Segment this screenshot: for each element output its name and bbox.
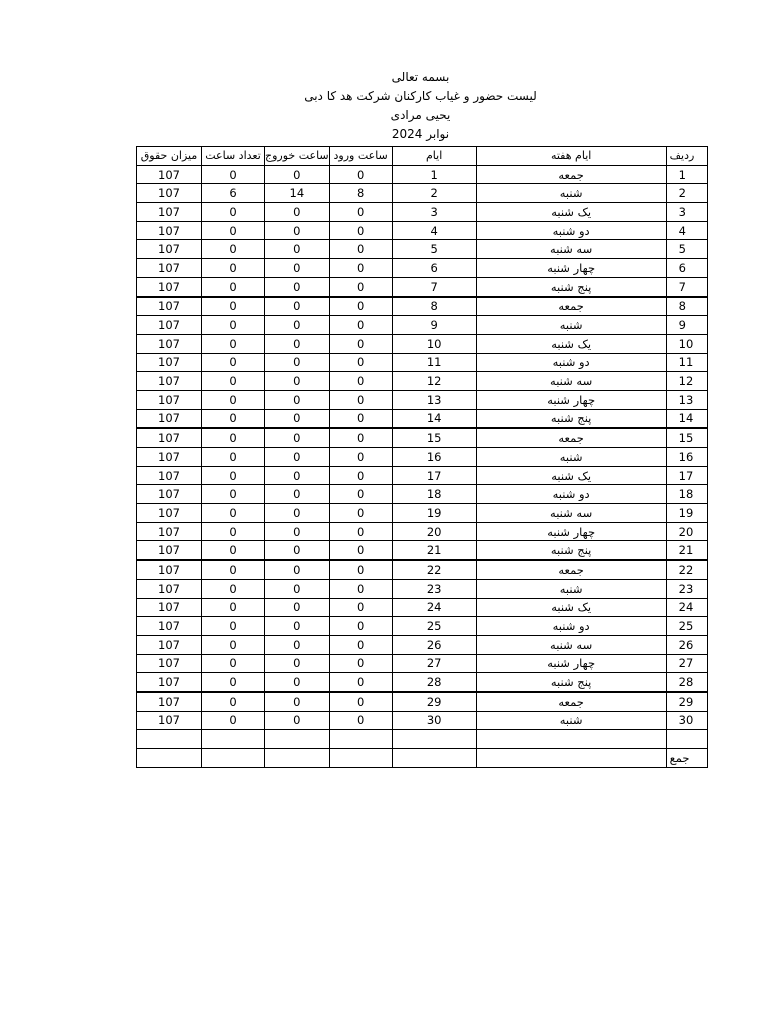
entry-time-cell: 0 [329, 692, 392, 711]
hours-cell: 6 [202, 184, 265, 203]
day-cell: 17 [392, 466, 476, 485]
entry-time-cell: 0 [329, 635, 392, 654]
table-row [137, 165, 708, 184]
entry-time-cell: 0 [329, 617, 392, 636]
exit-time-cell: 0 [265, 654, 330, 673]
row-number-cell: 1 [666, 165, 707, 184]
hours-cell: 0 [202, 203, 265, 222]
day-cell: 2 [392, 184, 476, 203]
row-number-cell: 15 [666, 428, 707, 447]
entry-time-cell: 0 [329, 240, 392, 259]
entry-time-cell: 0 [329, 334, 392, 353]
salary-cell: 107 [137, 334, 202, 353]
salary-cell: 107 [137, 541, 202, 560]
weekday-cell: پنج شنبه [476, 277, 666, 296]
table-row [137, 316, 708, 335]
row-number-cell: 22 [666, 560, 707, 579]
header-invocation: بسمه تعالی [391, 70, 450, 84]
exit-time-cell: 0 [265, 428, 330, 447]
day-cell: 10 [392, 334, 476, 353]
row-number-cell: 19 [666, 504, 707, 523]
table-row [137, 504, 708, 523]
salary-cell: 107 [137, 635, 202, 654]
day-cell: 29 [392, 692, 476, 711]
table-row [137, 673, 708, 692]
day-cell: 9 [392, 316, 476, 335]
hours-cell: 0 [202, 277, 265, 296]
exit-time-cell: 0 [265, 259, 330, 278]
exit-time-cell: 0 [265, 448, 330, 467]
day-cell: 24 [392, 598, 476, 617]
salary-cell: 107 [137, 184, 202, 203]
exit-time-cell: 0 [265, 390, 330, 409]
total-day-cell [392, 749, 476, 768]
salary-cell: 107 [137, 259, 202, 278]
day-cell: 25 [392, 617, 476, 636]
table-row [137, 466, 708, 485]
hours-cell: 0 [202, 316, 265, 335]
weekday-cell: چهار شنبه [476, 654, 666, 673]
exit-time-cell: 0 [265, 673, 330, 692]
weekday-cell: سه شنبه [476, 635, 666, 654]
entry-time-cell: 0 [329, 372, 392, 391]
table-row [137, 390, 708, 409]
entry-time-cell: 0 [329, 409, 392, 428]
day-cell: 16 [392, 448, 476, 467]
salary-cell: 107 [137, 522, 202, 541]
table-row [137, 277, 708, 296]
weekday-cell: جمعه [476, 297, 666, 316]
entry-time-cell: 0 [329, 560, 392, 579]
hours-cell: 0 [202, 560, 265, 579]
hours-cell: 0 [202, 297, 265, 316]
weekday-cell: دو شنبه [476, 221, 666, 240]
hours-cell: 0 [202, 448, 265, 467]
row-number-cell: 16 [666, 448, 707, 467]
total-label: جمع [666, 749, 707, 768]
hours-cell: 0 [202, 428, 265, 447]
row-number-cell: 25 [666, 617, 707, 636]
exit-time-cell: 0 [265, 504, 330, 523]
table-row [137, 711, 708, 730]
total-exit-cell [265, 749, 330, 768]
table-row [137, 409, 708, 428]
salary-cell: 107 [137, 448, 202, 467]
weekday-cell: پنج شنبه [476, 541, 666, 560]
table-row [137, 522, 708, 541]
table-row [137, 428, 708, 447]
hours-cell: 0 [202, 353, 265, 372]
salary-cell: 107 [137, 485, 202, 504]
weekday-cell: دو شنبه [476, 353, 666, 372]
exit-time-cell: 0 [265, 409, 330, 428]
row-number-cell: 8 [666, 297, 707, 316]
exit-time-cell: 0 [265, 372, 330, 391]
entry-time-cell: 0 [329, 297, 392, 316]
weekday-cell: چهار شنبه [476, 390, 666, 409]
weekday-cell: شنبه [476, 448, 666, 467]
entry-time-cell: 0 [329, 259, 392, 278]
hours-cell: 0 [202, 334, 265, 353]
exit-time-cell: 14 [265, 184, 330, 203]
salary-cell: 107 [137, 504, 202, 523]
day-cell: 18 [392, 485, 476, 504]
exit-time-cell: 0 [265, 598, 330, 617]
row-number-cell: 29 [666, 692, 707, 711]
salary-cell: 107 [137, 466, 202, 485]
row-number-cell: 28 [666, 673, 707, 692]
entry-time-cell: 0 [329, 353, 392, 372]
exit-time-cell: 0 [265, 316, 330, 335]
table-row [137, 448, 708, 467]
salary-cell: 107 [137, 711, 202, 730]
weekday-cell: جمعه [476, 428, 666, 447]
empty-cell [202, 730, 265, 749]
day-cell: 23 [392, 579, 476, 598]
exit-time-cell: 0 [265, 353, 330, 372]
empty-cell [476, 730, 666, 749]
exit-time-cell: 0 [265, 277, 330, 296]
day-cell: 26 [392, 635, 476, 654]
table-row [137, 372, 708, 391]
entry-time-cell: 0 [329, 448, 392, 467]
table-row [137, 334, 708, 353]
table-row [137, 692, 708, 711]
attendance-table [136, 146, 708, 768]
total-weekday-cell [476, 749, 666, 768]
day-cell: 22 [392, 560, 476, 579]
weekday-cell: سه شنبه [476, 240, 666, 259]
hours-cell: 0 [202, 617, 265, 636]
row-number-cell: 12 [666, 372, 707, 391]
exit-time-cell: 0 [265, 617, 330, 636]
weekday-cell: یک شنبه [476, 598, 666, 617]
table-body [137, 165, 708, 730]
exit-time-cell: 0 [265, 635, 330, 654]
hours-cell: 0 [202, 240, 265, 259]
exit-time-cell: 0 [265, 165, 330, 184]
weekday-cell: پنج شنبه [476, 409, 666, 428]
day-cell: 12 [392, 372, 476, 391]
hours-cell: 0 [202, 541, 265, 560]
hours-cell: 0 [202, 259, 265, 278]
empty-cell [666, 730, 707, 749]
exit-time-cell: 0 [265, 203, 330, 222]
table-row [137, 617, 708, 636]
empty-cell [137, 730, 202, 749]
row-number-cell: 20 [666, 522, 707, 541]
hours-cell: 0 [202, 485, 265, 504]
entry-time-cell: 0 [329, 598, 392, 617]
row-number-cell: 26 [666, 635, 707, 654]
entry-time-cell: 0 [329, 711, 392, 730]
row-number-cell: 13 [666, 390, 707, 409]
row-number-cell: 4 [666, 221, 707, 240]
row-number-cell: 5 [666, 240, 707, 259]
entry-time-cell: 0 [329, 541, 392, 560]
table-row [137, 240, 708, 259]
weekday-cell: سه شنبه [476, 372, 666, 391]
entry-time-cell: 0 [329, 522, 392, 541]
table-header-row [137, 147, 708, 166]
exit-time-cell: 0 [265, 579, 330, 598]
table-row [137, 635, 708, 654]
empty-cell [265, 730, 330, 749]
weekday-cell: شنبه [476, 184, 666, 203]
document-header [136, 68, 705, 144]
exit-time-cell: 0 [265, 334, 330, 353]
salary-cell: 107 [137, 316, 202, 335]
row-number-cell: 17 [666, 466, 707, 485]
weekday-cell: شنبه [476, 579, 666, 598]
total-salary-cell [137, 749, 202, 768]
total-hours-cell [202, 749, 265, 768]
table-row [137, 184, 708, 203]
salary-cell: 107 [137, 579, 202, 598]
total-row [137, 749, 708, 768]
header-salary: میزان حقوق [137, 147, 202, 166]
weekday-cell: پنج شنبه [476, 673, 666, 692]
row-number-cell: 23 [666, 579, 707, 598]
hours-cell: 0 [202, 221, 265, 240]
salary-cell: 107 [137, 165, 202, 184]
salary-cell: 107 [137, 409, 202, 428]
entry-time-cell: 0 [329, 654, 392, 673]
salary-cell: 107 [137, 598, 202, 617]
salary-cell: 107 [137, 617, 202, 636]
hours-cell: 0 [202, 390, 265, 409]
day-cell: 5 [392, 240, 476, 259]
row-number-cell: 9 [666, 316, 707, 335]
salary-cell: 107 [137, 654, 202, 673]
weekday-cell: شنبه [476, 316, 666, 335]
hours-cell: 0 [202, 654, 265, 673]
hours-cell: 0 [202, 409, 265, 428]
table-row [137, 579, 708, 598]
day-cell: 30 [392, 711, 476, 730]
exit-time-cell: 0 [265, 485, 330, 504]
salary-cell: 107 [137, 390, 202, 409]
table-row [137, 353, 708, 372]
entry-time-cell: 0 [329, 165, 392, 184]
day-cell: 27 [392, 654, 476, 673]
entry-time-cell: 0 [329, 673, 392, 692]
header-entry-time: ساعت ورود [329, 147, 392, 166]
header-hours: تعداد ساعت [202, 147, 265, 166]
document-title: لیست حضور و غیاب کارکنان شرکت هد کا دبی [304, 89, 537, 103]
table-row [137, 654, 708, 673]
exit-time-cell: 0 [265, 221, 330, 240]
day-cell: 15 [392, 428, 476, 447]
total-entry-cell [329, 749, 392, 768]
day-cell: 8 [392, 297, 476, 316]
header-row-number: ردیف [666, 147, 707, 166]
salary-cell: 107 [137, 673, 202, 692]
entry-time-cell: 8 [329, 184, 392, 203]
day-cell: 4 [392, 221, 476, 240]
day-cell: 20 [392, 522, 476, 541]
day-cell: 7 [392, 277, 476, 296]
row-number-cell: 6 [666, 259, 707, 278]
exit-time-cell: 0 [265, 692, 330, 711]
hours-cell: 0 [202, 466, 265, 485]
entry-time-cell: 0 [329, 466, 392, 485]
row-number-cell: 27 [666, 654, 707, 673]
weekday-cell: جمعه [476, 692, 666, 711]
table-row [137, 221, 708, 240]
empty-cell [329, 730, 392, 749]
header-weekday: ایام هفته [476, 147, 666, 166]
entry-time-cell: 0 [329, 277, 392, 296]
report-month: نوابر 2024 [391, 127, 450, 141]
salary-cell: 107 [137, 221, 202, 240]
weekday-cell: سه شنبه [476, 504, 666, 523]
entry-time-cell: 0 [329, 316, 392, 335]
row-number-cell: 10 [666, 334, 707, 353]
weekday-cell: جمعه [476, 165, 666, 184]
exit-time-cell: 0 [265, 522, 330, 541]
salary-cell: 107 [137, 372, 202, 391]
hours-cell: 0 [202, 579, 265, 598]
entry-time-cell: 0 [329, 504, 392, 523]
row-number-cell: 21 [666, 541, 707, 560]
salary-cell: 107 [137, 297, 202, 316]
exit-time-cell: 0 [265, 541, 330, 560]
header-day: ایام [392, 147, 476, 166]
salary-cell: 107 [137, 560, 202, 579]
row-number-cell: 14 [666, 409, 707, 428]
entry-time-cell: 0 [329, 579, 392, 598]
hours-cell: 0 [202, 504, 265, 523]
weekday-cell: شنبه [476, 711, 666, 730]
row-number-cell: 11 [666, 353, 707, 372]
table-row [137, 297, 708, 316]
salary-cell: 107 [137, 428, 202, 447]
exit-time-cell: 0 [265, 711, 330, 730]
table-row [137, 541, 708, 560]
day-cell: 6 [392, 259, 476, 278]
row-number-cell: 2 [666, 184, 707, 203]
day-cell: 19 [392, 504, 476, 523]
day-cell: 14 [392, 409, 476, 428]
entry-time-cell: 0 [329, 485, 392, 504]
day-cell: 28 [392, 673, 476, 692]
row-number-cell: 7 [666, 277, 707, 296]
weekday-cell: جمعه [476, 560, 666, 579]
hours-cell: 0 [202, 598, 265, 617]
hours-cell: 0 [202, 711, 265, 730]
weekday-cell: یک شنبه [476, 334, 666, 353]
hours-cell: 0 [202, 165, 265, 184]
hours-cell: 0 [202, 692, 265, 711]
salary-cell: 107 [137, 203, 202, 222]
hours-cell: 0 [202, 372, 265, 391]
header-exit-time: ساعت خوروج [265, 147, 330, 166]
hours-cell: 0 [202, 635, 265, 654]
exit-time-cell: 0 [265, 240, 330, 259]
salary-cell: 107 [137, 692, 202, 711]
row-number-cell: 24 [666, 598, 707, 617]
row-number-cell: 30 [666, 711, 707, 730]
employee-name: یحیی مرادی [390, 108, 451, 122]
salary-cell: 107 [137, 277, 202, 296]
table-row [137, 560, 708, 579]
entry-time-cell: 0 [329, 390, 392, 409]
entry-time-cell: 0 [329, 428, 392, 447]
weekday-cell: دو شنبه [476, 485, 666, 504]
hours-cell: 0 [202, 673, 265, 692]
empty-cell [392, 730, 476, 749]
day-cell: 1 [392, 165, 476, 184]
weekday-cell: چهار شنبه [476, 259, 666, 278]
exit-time-cell: 0 [265, 297, 330, 316]
day-cell: 13 [392, 390, 476, 409]
exit-time-cell: 0 [265, 466, 330, 485]
salary-cell: 107 [137, 240, 202, 259]
day-cell: 21 [392, 541, 476, 560]
row-number-cell: 18 [666, 485, 707, 504]
exit-time-cell: 0 [265, 560, 330, 579]
day-cell: 11 [392, 353, 476, 372]
hours-cell: 0 [202, 522, 265, 541]
entry-time-cell: 0 [329, 221, 392, 240]
weekday-cell: چهار شنبه [476, 522, 666, 541]
weekday-cell: دو شنبه [476, 617, 666, 636]
table-row [137, 259, 708, 278]
row-number-cell: 3 [666, 203, 707, 222]
weekday-cell: یک شنبه [476, 466, 666, 485]
empty-row [137, 730, 708, 749]
weekday-cell: یک شنبه [476, 203, 666, 222]
entry-time-cell: 0 [329, 203, 392, 222]
table-row [137, 485, 708, 504]
table-row [137, 598, 708, 617]
table-row [137, 203, 708, 222]
salary-cell: 107 [137, 353, 202, 372]
day-cell: 3 [392, 203, 476, 222]
